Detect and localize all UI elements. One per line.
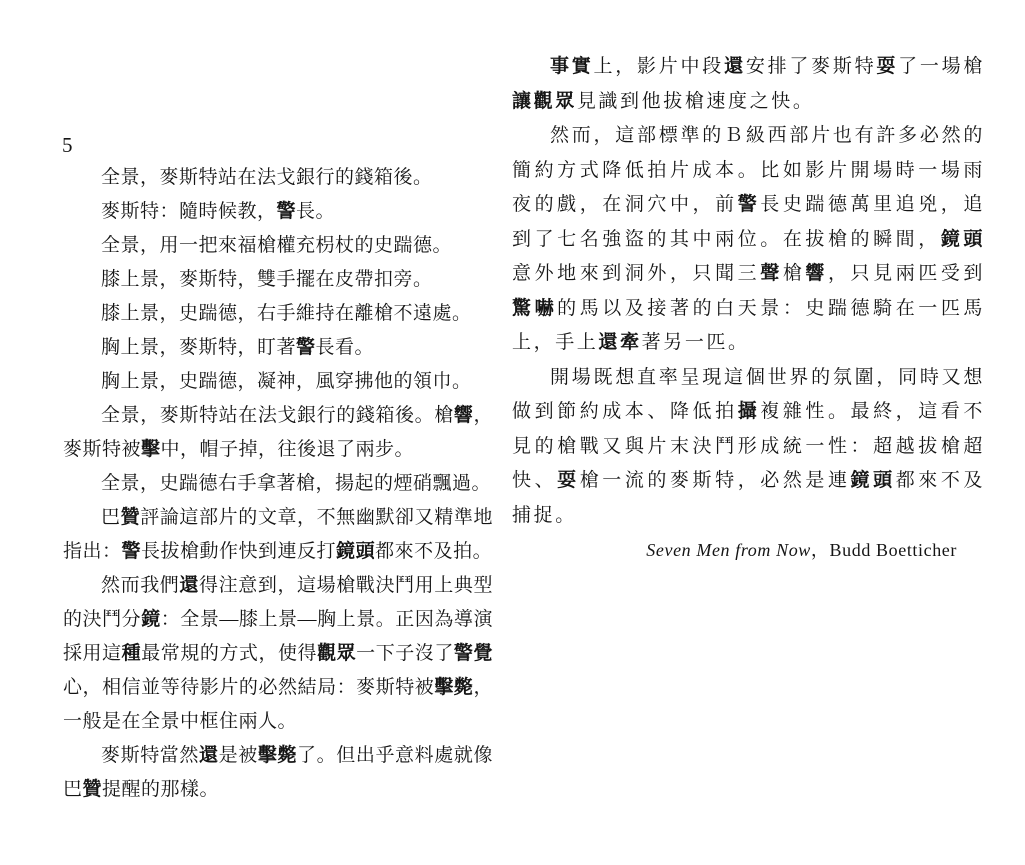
paragraph: 麥斯特：隨時候教，警長。 [101,201,336,222]
paragraph: 全景，麥斯特站在法戈銀行的錢箱後。槍響，麥斯特被擊中，帽子掉，往後退了兩步。 [63,405,493,460]
paragraph: 胸上景，史踹德，凝神，風穿拂他的領巾。 [101,371,472,392]
film-attribution [512,533,985,568]
film-title: Seven Men from Now [646,540,811,560]
paragraph: 全景，用一把來福槍權充枴杖的史踹德。 [101,235,453,256]
right-column-paragraphs [512,50,985,533]
page-number: 5 [62,133,73,157]
paragraph: 然而，這部標準的Ｂ級西部片也有許多必然的簡約方式降低拍片成本。比如影片開場時一場雨夜的戲，在洞穴中，前警長史踹德萬里追兇，追到了七名強盜的其中兩位。在拔槍的瞬間，鏡頭意外地來到洞外，只聞三聲槍響，只見兩匹受到驚嚇的馬以及接著的白天景：史踹德騎在一匹馬上，手上還牽著另一匹。 [512,125,985,353]
paragraph: 全景，史踹德右手拿著槍，揚起的煙硝飄過。 [101,473,492,494]
paragraph: 巴贊評論這部片的文章，不無幽默卻又精準地指出：警長拔槍動作快到連反打鏡頭都來不及拍。 [63,507,493,562]
paragraph: 膝上景，麥斯特，雙手擺在皮帶扣旁。 [101,269,433,290]
paragraph: 事實上，影片中段還安排了麥斯特耍了一場槍讓觀眾見識到他拔槍速度之快。 [512,56,985,112]
film-director: Budd Boetticher [829,540,957,560]
paragraph: 開場既想直率呈現這個世界的氛圍，同時又想做到節約成本、降低拍攝複雜性。最終，這看不見的槍戰又與片末決鬥形成統一性：超越拔槍超快、耍槍一流的麥斯特，必然是連鏡頭都來不及捕捉。 [512,366,986,526]
paragraph: 麥斯特當然還是被擊斃了。但出乎意料處就像巴贊提醒的那樣。 [63,745,493,800]
left-text-column [63,161,493,807]
paragraph: 膝上景，史踹德，右手維持在離槍不遠處。 [101,303,472,324]
paragraph: 胸上景，麥斯特，盯著警長看。 [101,337,375,358]
paragraph: 全景，麥斯特站在法戈銀行的錢箱後。 [101,167,433,188]
right-text-column [512,50,985,568]
paragraph: 然而我們還得注意到，這場槍戰決鬥用上典型的決鬥分鏡：全景—膝上景—胸上景。正因為導演採用這種最常規的方式，使得觀眾一下子沒了警覺心，相信並等待影片的必然結局：麥斯特被擊斃，一般是在全景中框住兩人。 [63,575,493,732]
attribution-separator: ， [810,540,830,560]
